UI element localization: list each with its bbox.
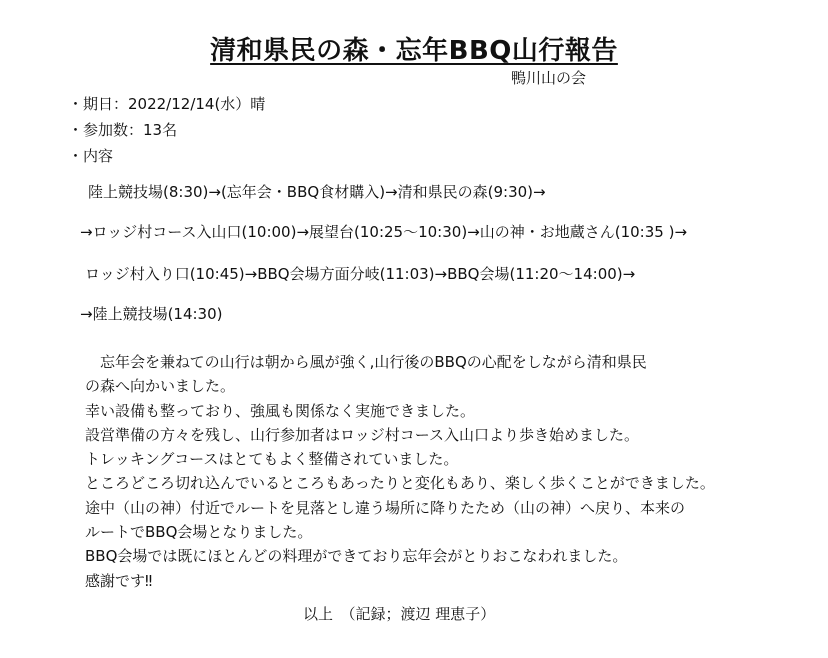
organization-name: 鴨川山の会: [511, 69, 587, 87]
report-paragraph: 途中（山の神）付近でルートを見落とし違う場所に降りたため（山の神）へ戻り、本来の: [85, 498, 686, 517]
report-paragraph: の森へ向かいました。: [85, 377, 236, 396]
report-paragraph: BBQ会場では既にほとんどの料理ができており忘年会がとりおこなわれました。: [85, 547, 628, 566]
report-paragraph: 設営準備の方々を残し、山行参加者はロッジ村コース入山口より歩き始めました。: [85, 425, 639, 444]
route-line-4: →陸上競技場(14:30): [80, 305, 223, 323]
signoff-recorder: 以上 （記録；渡辺 理恵子）: [303, 605, 496, 623]
route-line-2: →ロッジ村コース入山口(10:00)→展望台(10:25～10:30)→山の神・お地蔵さん(10:35 )→: [80, 223, 688, 241]
report-body: [85, 350, 785, 593]
report-paragraph: トレッキングコースはとてもよく整備されていました。: [85, 450, 459, 469]
report-title: [0, 30, 828, 67]
route-line-1: 陸上競技場(8:30)→(忘年会・BBQ食材購入)→清和県民の森(9:30)→: [88, 183, 546, 201]
report-paragraph: ルートでBBQ会場となりました。: [85, 523, 313, 542]
report-title-text: 清和県民の森・忘年BBQ山行報告: [210, 36, 618, 66]
route-line-3: ロッジ村入り口(10:45)→BBQ会場方面分岐(11:03)→BBQ会場(11:20～14:00)→: [85, 265, 636, 283]
info-date: ・期日：2022/12/14(水）晴: [68, 95, 266, 113]
info-participants: ・参加数：13名: [68, 121, 178, 139]
report-paragraph: 感謝です‼: [85, 571, 153, 590]
report-paragraph: ところどころ切れ込んでいるところもあったりと変化もあり、楽しく歩くことができました。: [85, 474, 715, 493]
report-paragraph: 幸い設備も整っており、強風も関係なく実施できました。: [85, 401, 476, 420]
report-paragraph: 忘年会を兼ねての山行は朝から風が強く,山行後のBBQの心配をしながら清和県民: [85, 353, 647, 371]
info-contents-label: ・内容: [68, 147, 114, 165]
